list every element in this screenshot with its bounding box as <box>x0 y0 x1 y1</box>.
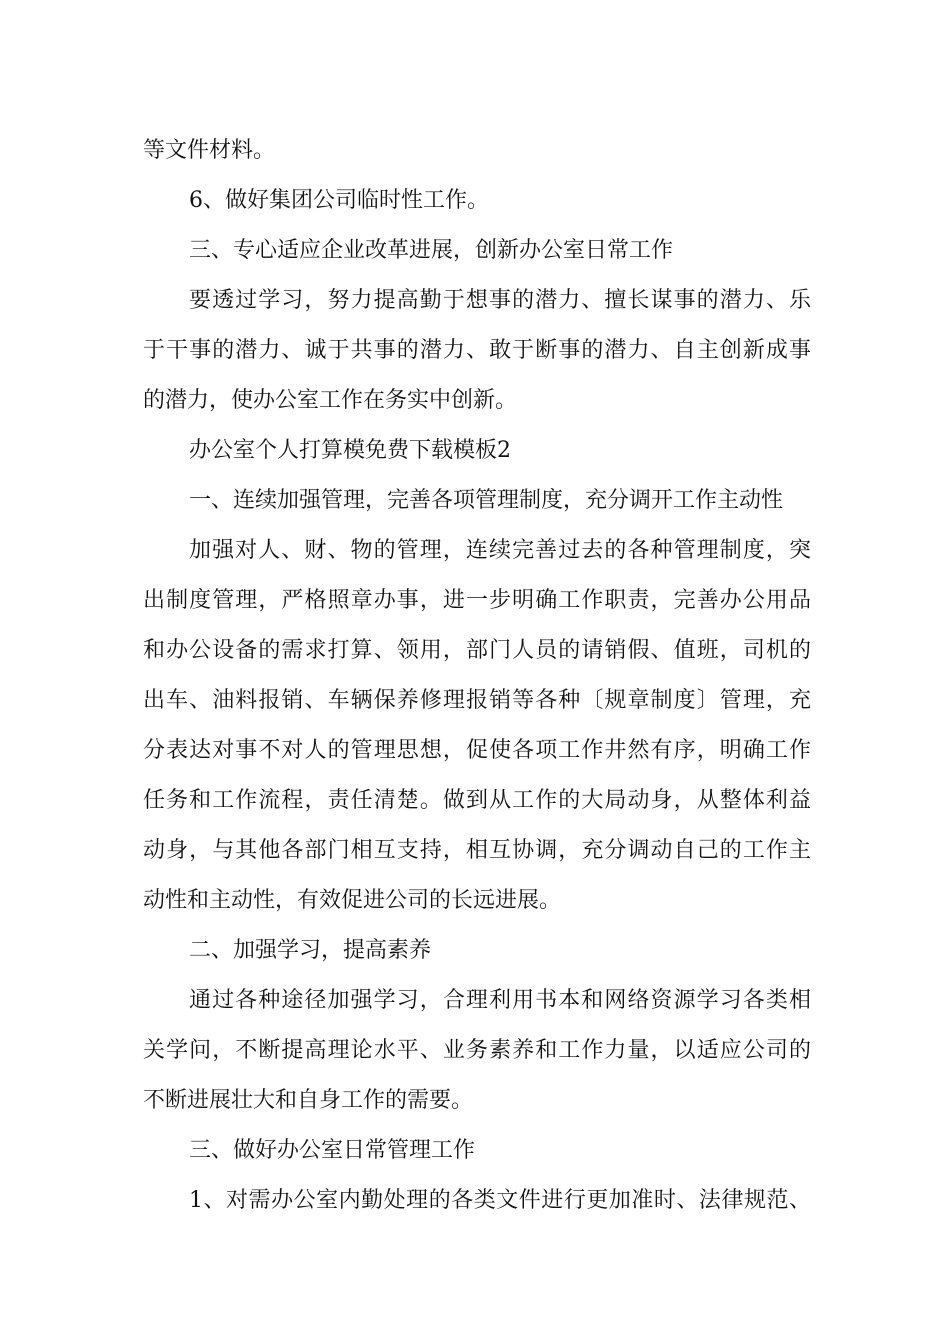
paragraph-line: 动性和主动性，有效促进公司的长远进展。 <box>143 888 562 913</box>
paragraph-line: 任务和工作流程，责任清楚。做到从工作的大局动身，从整体利益 <box>143 788 811 813</box>
list-item-line: 1、对需办公室内勤处理的各类文件进行更加准时、法律规范、 <box>189 1188 811 1213</box>
section-heading: 三、专心适应企业改革进展，创新办公室日常工作 <box>189 238 674 263</box>
section-heading: 一、连续加强管理，完善各项管理制度，充分调开工作主动性 <box>189 488 784 513</box>
paragraph-line: 等文件材料。 <box>143 138 276 163</box>
paragraph-line: 出制度管理，严格照章办事，进一步明确工作职责，完善办公用品 <box>143 588 811 613</box>
paragraph-line: 加强对人、财、物的管理，连续完善过去的各种管理制度，突 <box>189 538 811 563</box>
document-subtitle: 办公室个人打算模免费下载模板2 <box>189 438 511 463</box>
paragraph-line: 关学问，不断提高理论水平、业务素养和工作力量，以适应公司的 <box>143 1038 811 1063</box>
section-heading: 三、做好办公室日常管理工作 <box>189 1138 476 1163</box>
paragraph-line: 于干事的潜力、诚于共事的潜力、敢于断事的潜力、自主创新成事 <box>143 338 811 363</box>
paragraph-line: 的潜力，使办公室工作在务实中创新。 <box>143 388 518 413</box>
paragraph-line: 通过各种途径加强学习，合理利用书本和网络资源学习各类相 <box>189 988 811 1013</box>
document-body <box>143 126 811 1226</box>
paragraph-line: 不断进展壮大和自身工作的需要。 <box>143 1088 474 1113</box>
section-heading: 二、加强学习，提高素养 <box>189 938 432 963</box>
paragraph-line: 分表达对事不对人的管理思想，促使各项工作井然有序，明确工作 <box>143 738 811 763</box>
paragraph-line: 动身，与其他各部门相互支持，相互协调，充分调动自己的工作主 <box>143 838 811 863</box>
list-item-line: 6、做好集团公司临时性工作。 <box>189 188 489 213</box>
paragraph-line: 要透过学习，努力提高勤于想事的潜力、擅长谋事的潜力、乐 <box>189 288 811 313</box>
paragraph-line: 出车、油料报销、车辆保养修理报销等各种〔规章制度〕管理，充 <box>143 688 811 713</box>
paragraph-line: 和办公设备的需求打算、领用，部门人员的请销假、值班，司机的 <box>143 638 811 663</box>
